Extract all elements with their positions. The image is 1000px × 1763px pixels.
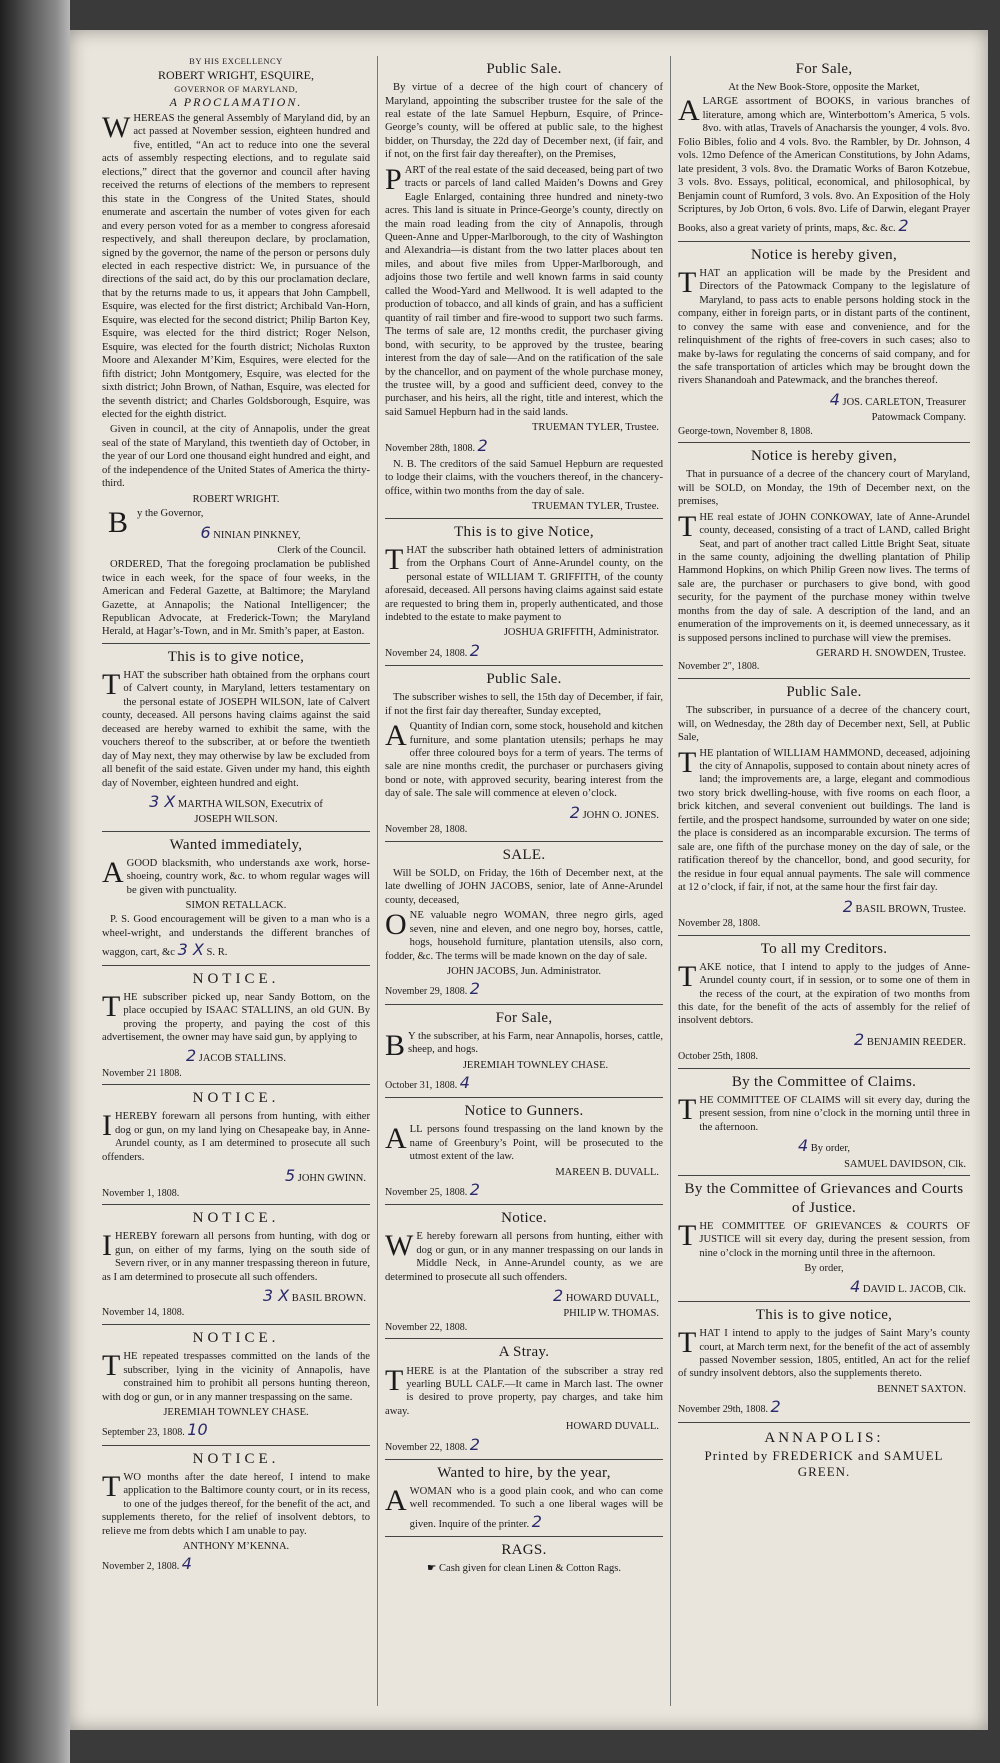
handwritten-mark: 2 bbox=[569, 802, 580, 822]
notice-body: WE hereby forewarn all persons from hunting, either with dog or gun, or in any manner trespassing on our lands in Middle Neck, in Anne-Arundel county, as we are determined to prosecute all such offenders. bbox=[385, 1229, 663, 1283]
handwritten-mark: 2 bbox=[898, 216, 909, 236]
potomac-notice bbox=[678, 246, 970, 438]
proclamation-signature: ROBERT WRIGHT. bbox=[192, 493, 280, 505]
handwritten-mark: 4 bbox=[797, 1136, 809, 1156]
notice-date: November 2, 1808. bbox=[102, 1561, 180, 1573]
notice-heading: NOTICE. bbox=[192, 1330, 280, 1347]
notice-signature-line2: Patowmack Company. bbox=[871, 412, 966, 424]
handwritten-mark: 2 bbox=[469, 640, 480, 660]
notice-signature: TRUEMAN TYLER, Trustee. bbox=[532, 501, 659, 513]
claims-committee bbox=[678, 1073, 970, 1171]
clerk-name: NINIAN PINKNEY, bbox=[213, 529, 301, 541]
notice-signature-line2: JOSEPH WILSON. bbox=[194, 814, 278, 826]
books-for-sale bbox=[678, 60, 970, 237]
mckenna-notice bbox=[102, 1450, 370, 1575]
handwritten-mark: 10 bbox=[187, 1420, 208, 1440]
nota-bene: N. B. The creditors of the said Samuel Hepburn are requested to lodge their claims, with the vouchers thereof, in the chancery-office, within two months from the day of sale. bbox=[385, 459, 663, 497]
notice-body: AGOOD blacksmith, who understands axe work, horse-shoeing, country work, &c. to whom regular wages will be given with punctuality. bbox=[102, 855, 370, 896]
wanted-notice bbox=[102, 836, 370, 961]
notice-heading: This is to give notice, bbox=[755, 1307, 893, 1324]
notice-date: November 25, 1808. bbox=[385, 1186, 468, 1198]
handwritten-mark: 2 bbox=[469, 1434, 480, 1454]
notice-body: THE repeated trespasses committed on the lands of the subscriber, lying in the vicinity of Annapolis, have constrained him to prohibit all persons hunting thereon, with dog or gun, or in any manner trespassing on the same. bbox=[102, 1349, 370, 1403]
notice-heading: Notice to Gunners. bbox=[464, 1103, 584, 1120]
divider bbox=[678, 241, 970, 242]
handwritten-mark: 2 bbox=[854, 1029, 865, 1049]
notice-signature: JOS. CARLETON, Treasurer bbox=[842, 396, 966, 408]
notice-heading: Wanted to hire, by the year, bbox=[437, 1464, 611, 1481]
notice-body: THAT the subscriber hath obtained from the orphans court of Calvert county, in Maryland, letters testamentary on the personal estate of JOSEPH WILSON, late of Calvert county, deceased. All persons having claims against the said deceased are hereby warned to exhibit the same, with the vouchers thereof to the subscriber, at or before the twentieth day of May next, they may otherwise by law be excluded from all benefit of the said estate. Given under my hand, this eighth day of November, eighteen hundred and eight. bbox=[102, 667, 370, 789]
notice-date: November 22, 1808. bbox=[385, 1321, 468, 1333]
handwritten-mark: 4 bbox=[850, 1276, 861, 1296]
rags-notice bbox=[385, 1541, 663, 1575]
notice-date: November 28th, 1808. bbox=[385, 442, 475, 454]
proclamation-governor-title: GOVERNOR OF MARYLAND, bbox=[174, 84, 298, 95]
notice-body: THE real estate of JOHN CONKOWAY, late of Anne-Arundel county, deceased, consisting of a tract of LAND, called Bright Seat, and part of another tract called Little Bright Seat, situate in the same county, adjoining the dwelling plantation of Philip Hammond Hopkins, on which Philip Green now lives. The terms of sale are, the purchaser or purchasers to give bond, with good security, for the payment of the purchase money within twelve months from the day of sale. A description of the land, and an enumeration of the improvements on it, is deemed unnecessary, as it is supposed persons inclined to purchase will view the premises. bbox=[678, 509, 970, 644]
by-order: By order, bbox=[810, 1143, 851, 1155]
chase-for-sale bbox=[385, 1009, 663, 1094]
notice-date: October 25th, 1808. bbox=[678, 1051, 758, 1063]
notice-signature: JOHN JACOBS, Jun. Administrator. bbox=[446, 966, 602, 977]
notice-date: November 14, 1808. bbox=[102, 1307, 185, 1319]
notice-date: November 24, 1808. bbox=[385, 647, 468, 659]
notice-heading: Public Sale. bbox=[786, 684, 862, 701]
jacobs-sale bbox=[385, 846, 663, 1000]
book-binding bbox=[0, 0, 70, 1763]
gunners-notice bbox=[385, 1102, 663, 1200]
notice-body: IHEREBY forewarn all persons from hunting, with dog or gun, on either of my farms, lying on the south side of Severn river, or in any manner trespassing thereon in future, as I am determined to prosecute all such offenders. bbox=[102, 1229, 370, 1283]
divider bbox=[102, 965, 370, 966]
notice-heading: Public Sale. bbox=[486, 671, 562, 688]
notice-date: November 28, 1808. bbox=[385, 824, 468, 836]
handwritten-mark: 2 bbox=[469, 1179, 480, 1199]
notice-signature: SIMON RETALLACK. bbox=[185, 900, 287, 912]
notice-heading: NOTICE. bbox=[192, 1090, 280, 1107]
notice-heading: This is to give Notice, bbox=[454, 523, 594, 540]
notice-heading: A Stray. bbox=[498, 1344, 550, 1361]
notice-signature: HOWARD DUVALL. bbox=[565, 1421, 659, 1433]
pointing-hand-icon: ☛ bbox=[426, 1563, 437, 1575]
jones-sale bbox=[385, 670, 663, 837]
by-order: By order, bbox=[804, 1263, 844, 1275]
divider bbox=[385, 1204, 663, 1205]
column-divider bbox=[670, 56, 671, 1706]
handwritten-mark: 2 bbox=[770, 1397, 781, 1417]
proclamation bbox=[102, 56, 370, 639]
divider bbox=[385, 1097, 663, 1098]
newspaper-page bbox=[70, 30, 988, 1730]
column-3 bbox=[678, 56, 970, 1706]
notice-body: Cash given for clean Linen & Cotton Rags. bbox=[439, 1563, 621, 1575]
imprint-city: ANNAPOLIS: bbox=[764, 1429, 884, 1446]
postscript-signature: S. R. bbox=[206, 947, 228, 959]
divider bbox=[678, 442, 970, 443]
publication-order: ORDERED, That the foregoing proclamation be published twice in each week, for the space of four weeks, in the American and Federal Gazette, at Baltimore; the Maryland Gazette, at Annapolis; the National Intelligencer; the Republican Advocate, at Frederick-Town; the Maryland Herald, at Hagar’s-Town, and in Mr. Smith’s paper, at Easton. bbox=[102, 559, 370, 638]
notice-signature: DAVID L. JACOB, Clk. bbox=[862, 1283, 966, 1295]
notice-date: September 23, 1808. bbox=[102, 1427, 185, 1439]
imprint-line2: GREEN. bbox=[797, 1464, 851, 1480]
column-1 bbox=[102, 56, 370, 1706]
by-the-governor: By the Governor, bbox=[108, 506, 204, 540]
notice-signature: BENJAMIN REEDER. bbox=[866, 1036, 966, 1048]
notice-heading: By the Committee of Grievances and Courts of Justice. bbox=[684, 1180, 964, 1216]
notice-body: AQuantity of Indian corn, some stock, household and kitchen furniture, and some plantation utensils; perhaps he may offer three coloured boys for a term of years. The terms of sale are nine months credit, the purchaser or purchasers giving bond or note, with approved security, bearing interest from the day of sale. The sale will commence at eleven o’clock. bbox=[385, 719, 663, 800]
hepburn-sale bbox=[385, 60, 663, 514]
postscript: P. S. Good encouragement will be given to a man who is a wheel-wright, and understands the different branches of waggon, cart, &c bbox=[102, 914, 370, 959]
notice-date: November 1, 1808. bbox=[102, 1187, 180, 1199]
chase-notice bbox=[102, 1329, 370, 1441]
notice-signature: MARTHA WILSON, Executrix of bbox=[177, 798, 323, 810]
notice-intro: At the New Book-Store, opposite the Market, bbox=[728, 82, 920, 94]
divider bbox=[385, 1459, 663, 1460]
notice-body: THAT the subscriber hath obtained letters of administration from the Orphans Court of Anne-Arundel county, on the personal estate of WILLIAM T. GRIFFITH, of the county aforesaid, deceased. All persons having claims against said estate are requested to bring them in, properly authenticated, and those indebted to the estate to make payment to bbox=[385, 542, 663, 624]
clerk-title: Clerk of the Council. bbox=[277, 544, 366, 556]
handwritten-mark: 2 bbox=[842, 896, 853, 916]
notice-date: October 31, 1808. bbox=[385, 1079, 458, 1091]
divider bbox=[385, 1536, 663, 1537]
handwritten-mark: 2 bbox=[469, 979, 480, 999]
handwritten-mark: 4 bbox=[829, 389, 840, 409]
handwritten-mark: 2 bbox=[477, 435, 488, 455]
notice-signature: JOSHUA GRIFFITH, Administrator. bbox=[503, 627, 659, 639]
notice-heading: This is to give notice, bbox=[167, 648, 305, 665]
notice-heading: NOTICE. bbox=[192, 1210, 280, 1227]
notice-signature: ANTHONY M’KENNA. bbox=[182, 1540, 290, 1552]
handwritten-mark: 3 X bbox=[262, 1286, 290, 1306]
notice-body: THE plantation of WILLIAM HAMMOND, deceased, adjoining the city of Annapolis, supposed to contain about ninety acres of land; the improvements are, a large, elegant and commodious two story brick dwelling-house, with five rooms on each floor, a brick kitchen, and several convenient out buildings. The land is fertile, and the prospect handsome, surrounded by water on one side; the place is considered as an incomparable excursion. The terms of sale are, one fifth of the purchase money on the day of sale, or the ratification thereof by the chancellor, bond, and good security, for the residue in four equal annual payments. The sale will commence at 12 o’clock, if fair, if not, at the same hour the first fair day. bbox=[678, 745, 970, 894]
notice-heading: NOTICE. bbox=[192, 1450, 280, 1467]
notice-signature: JEREMIAH TOWNLEY CHASE. bbox=[163, 1407, 309, 1419]
notice-body: THE COMMITTEE OF GRIEVANCES & COURTS OF JUSTICE will sit every day, during the present session, from nine o’clock in the morning until three in the afternoon. bbox=[678, 1219, 970, 1259]
notice-signature: SAMUEL DAVIDSON, Clk. bbox=[844, 1158, 966, 1170]
stallins-notice bbox=[102, 970, 370, 1081]
notice-body: ONE valuable negro WOMAN, three negro girls, aged seven, nine and eleven, and one negro boy, horses, cattle, hogs, household furniture, plantation utensils, also corn, fodder, &c. The terms will be made known on the day of sale. bbox=[385, 908, 663, 962]
notice-heading: By the Committee of Claims. bbox=[731, 1073, 917, 1090]
notice-signature: HOWARD DUVALL, bbox=[565, 1293, 659, 1305]
hammond-sale bbox=[678, 683, 970, 930]
snowden-notice bbox=[678, 447, 970, 674]
divider bbox=[385, 518, 663, 519]
divider bbox=[678, 1422, 970, 1423]
basil-brown-notice bbox=[102, 1209, 370, 1320]
notice-intro: The subscriber wishes to sell, the 15th day of December, if fair, if not the first fair day thereafter, Sunday excepted, bbox=[385, 692, 663, 717]
divider bbox=[385, 1338, 663, 1339]
divider bbox=[102, 643, 370, 644]
proclamation-governor-name: ROBERT WRIGHT, ESQUIRE, bbox=[158, 67, 314, 82]
notice-date: November 2″, 1808. bbox=[678, 661, 760, 673]
divider bbox=[102, 831, 370, 832]
divider bbox=[678, 678, 970, 679]
notice-heading: Notice is hereby given, bbox=[750, 448, 898, 465]
divider bbox=[102, 1445, 370, 1446]
handwritten-mark: 2 bbox=[553, 1286, 564, 1306]
creditors-notice bbox=[678, 940, 970, 1064]
duvall-notice bbox=[385, 1209, 663, 1334]
divider bbox=[385, 1004, 663, 1005]
notice-signature: MAREEN B. DUVALL. bbox=[555, 1166, 659, 1178]
notice-signature: JOHN GWINN. bbox=[297, 1173, 366, 1185]
notice-heading: Wanted immediately, bbox=[169, 836, 303, 853]
notice-body: TWO months after the date hereof, I intend to make application to the Baltimore county court, or in its recess, to one of the judges thereof, for the benefit of the act, and supplements thereto, for the relief of insolvent debtors, to relieve me from debts which I am unable to pay. bbox=[102, 1469, 370, 1537]
notice-body: IHEREBY forewarn all persons from hunting, with either dog or gun, on my land lying on Chesapeake bay, in Anne-Arundel county, as I am determined to prosecute all such offenders. bbox=[102, 1109, 370, 1163]
notice-heading: RAGS. bbox=[501, 1542, 547, 1559]
handwritten-mark: 2 bbox=[185, 1046, 197, 1066]
notice-heading: Public Sale. bbox=[486, 61, 562, 77]
notice-date: November 29, 1808. bbox=[385, 986, 468, 998]
column-divider bbox=[377, 56, 378, 1706]
handwritten-mark: 4 bbox=[181, 1554, 192, 1574]
notice-heading: For Sale, bbox=[795, 61, 853, 77]
notice-body: BY the subscriber, at his Farm, near Annapolis, horses, cattle, sheep, and hogs. bbox=[385, 1028, 663, 1062]
notice-heading: Notice is hereby given, bbox=[750, 246, 898, 263]
column-2 bbox=[385, 56, 663, 1706]
notice-heading: For Sale, bbox=[495, 1009, 553, 1026]
notice-signature: JACOB STALLINS. bbox=[198, 1053, 287, 1065]
imprint-line: Printed by FREDERICK and SAMUEL bbox=[704, 1447, 944, 1463]
divider bbox=[678, 1301, 970, 1302]
proclamation-title: A PROCLAMATION. bbox=[169, 94, 303, 109]
notice-body: ALL persons found trespassing on the land known by the name of Greenbury’s Point, will be prosecuted to the utmost extent of the law. bbox=[385, 1122, 663, 1163]
notice-heading: Notice. bbox=[501, 1210, 547, 1227]
griffith-notice bbox=[385, 523, 663, 661]
divider bbox=[102, 1324, 370, 1325]
divider bbox=[385, 841, 663, 842]
divider bbox=[678, 935, 970, 936]
gwinn-notice bbox=[102, 1089, 370, 1200]
hire-notice bbox=[385, 1464, 663, 1532]
notice-heading: To all my Creditors. bbox=[760, 940, 888, 957]
notice-signature-line2: PHILIP W. THOMAS. bbox=[563, 1308, 659, 1320]
grievances-committee bbox=[678, 1180, 970, 1297]
notice-intro: That in pursuance of a decree of the chancery court of Maryland, will be SOLD, on Monday, the 19th of December next, on the premises, bbox=[678, 469, 970, 508]
handwritten-mark: 4 bbox=[459, 1072, 470, 1092]
notice-body: THE COMMITTEE OF CLAIMS will sit every day, during the present session, from nine o’clock in the morning until three in the afternoon. bbox=[678, 1092, 970, 1133]
stray-notice bbox=[385, 1343, 663, 1455]
proclamation-byline: BY HIS EXCELLENCY bbox=[189, 56, 283, 66]
notice-signature: TRUEMAN TYLER, Trustee. bbox=[532, 422, 659, 434]
notice-body: THE subscriber picked up, near Sandy Bottom, on the place occupied by ISAAC STALLINS, an old GUN. By proving the property, and paying the cost of this advertisement, the owner may have said gun, by applying to bbox=[102, 989, 370, 1043]
notice-heading: NOTICE. bbox=[192, 970, 280, 987]
notice-signature: BENNET SAXTON. bbox=[877, 1383, 966, 1395]
divider bbox=[678, 1068, 970, 1069]
divider bbox=[102, 1204, 370, 1205]
notice-body: ALARGE assortment of BOOKS, in various branches of literature, among which are, Winterbottom’s America, 5 vols. 8vo. with atlas, Travels of Anacharsis the younger, 4 vols. 8vo. Folio Bibles, folio and 4 vols. 8vo. the Rambler, by Dr. Johnson, 4 vols. 12mo Defence of the American Constitutions, by John Adams, late president, 3 vols. 8vo. the Dramatic Works of Baron Kotzebue, 3 vols. 8vo. Essays, political, economical, and philosophical, by Benjamin count of Rumford, 3 vols. 8vo. An Exposition of the Holy Scriptures, by Job Orton, 6 vols. 8vo. Life of Darwin, elegant Prayer Books, also a great variety of prints, maps, &c. &c. bbox=[678, 94, 970, 235]
notice-date: November 22, 1808. bbox=[385, 1441, 468, 1453]
saxton-notice bbox=[678, 1306, 970, 1418]
handwritten-mark: 5 bbox=[284, 1166, 296, 1186]
divider bbox=[385, 665, 663, 666]
notice-intro: Will be SOLD, on Friday, the 16th of December next, at the late dwelling of JOHN JACOBS, senior, late of Anne-Arundel county, deceased, bbox=[385, 867, 663, 906]
notice-signature: JEREMIAH TOWNLEY CHASE. bbox=[462, 1059, 609, 1071]
notice-intro: The subscriber, in pursuance of a decree of the chancery court, will, on Wednesday, the 28th day of December next, Sell, at Public Sale, bbox=[678, 705, 970, 744]
wilson-notice bbox=[102, 648, 370, 827]
notice-signature: BASIL BROWN. bbox=[291, 1293, 366, 1305]
handwritten-mark: 6 bbox=[200, 522, 211, 542]
proclamation-body: WHEREAS the general Assembly of Maryland did, by an act passed at November session, eighteen hundred and five, entitled, “An act to reduce into one the several acts of assembly respecting elections, and to regulate said elections,” direct that the governor and council after having received the returns of elections of the members to represent this state in the Congress of the United States, should enumerate and ascertain the number of votes given for each and every person voted for as a member to congress aforesaid respectively, and shall thereupon declare, by proclamation, signed by the governor, the name of the person or persons duly elected in each respective district: We, in pursuance of the directions of the said act, do by this our proclamation declare, that by the returns made to us, it appears that John Campbell, Esquire, was elected for the first district; Archibald Van-Horn, Esquire, was elected for the second district; Philip Barton Key, Esquire, was elected for the third district; Roger Nelson, Esquire, was elected for the fourth district; Nicholas Ruxton Moore and Alexander M’Kim, Esquires, were elected for the fifth district; John Montgomery, Esquire, was elected for the sixth district; John Brown, of Nathan, Esquire, was elected for the seventh district; and Charles Goldsborough, Esquire, was elected for the eighth district. bbox=[102, 111, 370, 420]
divider bbox=[678, 1175, 970, 1176]
notice-date: November 28, 1808. bbox=[678, 917, 761, 929]
divider bbox=[102, 1084, 370, 1085]
handwritten-mark: 2 bbox=[531, 1511, 542, 1531]
handwritten-mark: 3 X bbox=[149, 791, 176, 811]
notice-body: TAKE notice, that I intend to apply to the judges of Anne-Arundel county court, if in session, or to some one of them in the recess of the court, at the expiration of two months from this date, for the benefit of the acts of assembly for the relief of insolvent debtors. bbox=[678, 959, 970, 1027]
notice-body: AWOMAN who is a good plain cook, and who can come well recommended. To such a one liberal wages will be given. Inquire of the printer. bbox=[385, 1484, 663, 1530]
notice-date: George-town, November 8, 1808. bbox=[678, 425, 813, 437]
printer-imprint bbox=[678, 1429, 970, 1481]
notice-body: PART of the real estate of the said deceased, being part of two tracts or parcels of land called Maiden’s Downs and Grey Eagle Enlarged, containing three hundred and ninety-two acres. This land is situate in Prince-George’s county, directly on the main road leading from the city of Annapolis, through Queen-Anne and Upper-Marlborough, to the city of Washington and Alexandria—is distant from the two latter places about ten miles, and about five miles from Upper-Marlborough, and adjoins those two fertile and well known farms in said county called the Wood-Yard and Mellwood. It is well adapted to the production of tobacco, and all kinds of grain, and has a sufficient quantity of rail timber and fire-wood to support two such farms. The terms of sale are, 12 months credit, the purchaser giving bond, with security, to be approved by the trustee, bearing interest from the day of sale—And on the ratification of the sale by the chancellor, and on payment of the whole purchase money, the trustee will, by a good and sufficient deed, convey to the purchaser, and his heirs, all the right, title and interest, which the said Samuel Hepburn had in the said lands. bbox=[385, 162, 663, 418]
notice-signature: JOHN O. JONES. bbox=[582, 809, 659, 821]
notice-body: THAT an application will be made by the President and Directors of the Patowmack Company to the legislature of Maryland, to pass acts to enable persons holding stock in the company, either in foreign parts, or in distant parts of the continent, to convey the same with ease and convenience, and for the relinquishment of the rights of free-covers in such cases; also to make by-laws for regulating the concerns of said company, and for the safe transportation of articles which may be brought down the rivers Shanandoah and Patewmack, and the branches thereof. bbox=[678, 265, 970, 387]
notice-intro: By virtue of a decree of the high court of chancery of Maryland, appointing the subscriber trustee for the sale of the real estate of the late Samuel Hepburn, Esquire, of Prince-George’s county, will be offered at public sale, to the highest bidder, on Thursday, the 22d day of December next, (if fair, and if not, on the first fair day thereafter), on the Premises, bbox=[385, 82, 663, 161]
notice-body: THERE is at the Plantation of the subscriber a stray red yearling BULL CALF.—It came in March last. The owner is desired to prove property, pay charges, and take him away. bbox=[385, 1363, 663, 1417]
notice-body: THAT I intend to apply to the judges of Saint Mary’s county court, at March term next, for the benefit of the act of assembly passed November session, 1805, entitled, An act for the relief of sundry insolvent debtors, also the supplements thereto. bbox=[678, 1326, 970, 1380]
proclamation-given: Given in council, at the city of Annapolis, under the great seal of the state of Maryland, this twentieth day of October, in the year of our Lord one thousand eight hundred and eight, and of the independence of the United States of America the thirty-third. bbox=[102, 424, 370, 490]
notice-signature: BASIL BROWN, Trustee. bbox=[855, 903, 966, 915]
notice-signature: GERARD H. SNOWDEN, Trustee. bbox=[816, 648, 966, 660]
notice-heading: SALE. bbox=[502, 846, 546, 863]
notice-date: November 21 1808. bbox=[102, 1067, 182, 1079]
notice-date: November 29th, 1808. bbox=[678, 1404, 768, 1416]
handwritten-mark: 3 X bbox=[177, 940, 204, 960]
